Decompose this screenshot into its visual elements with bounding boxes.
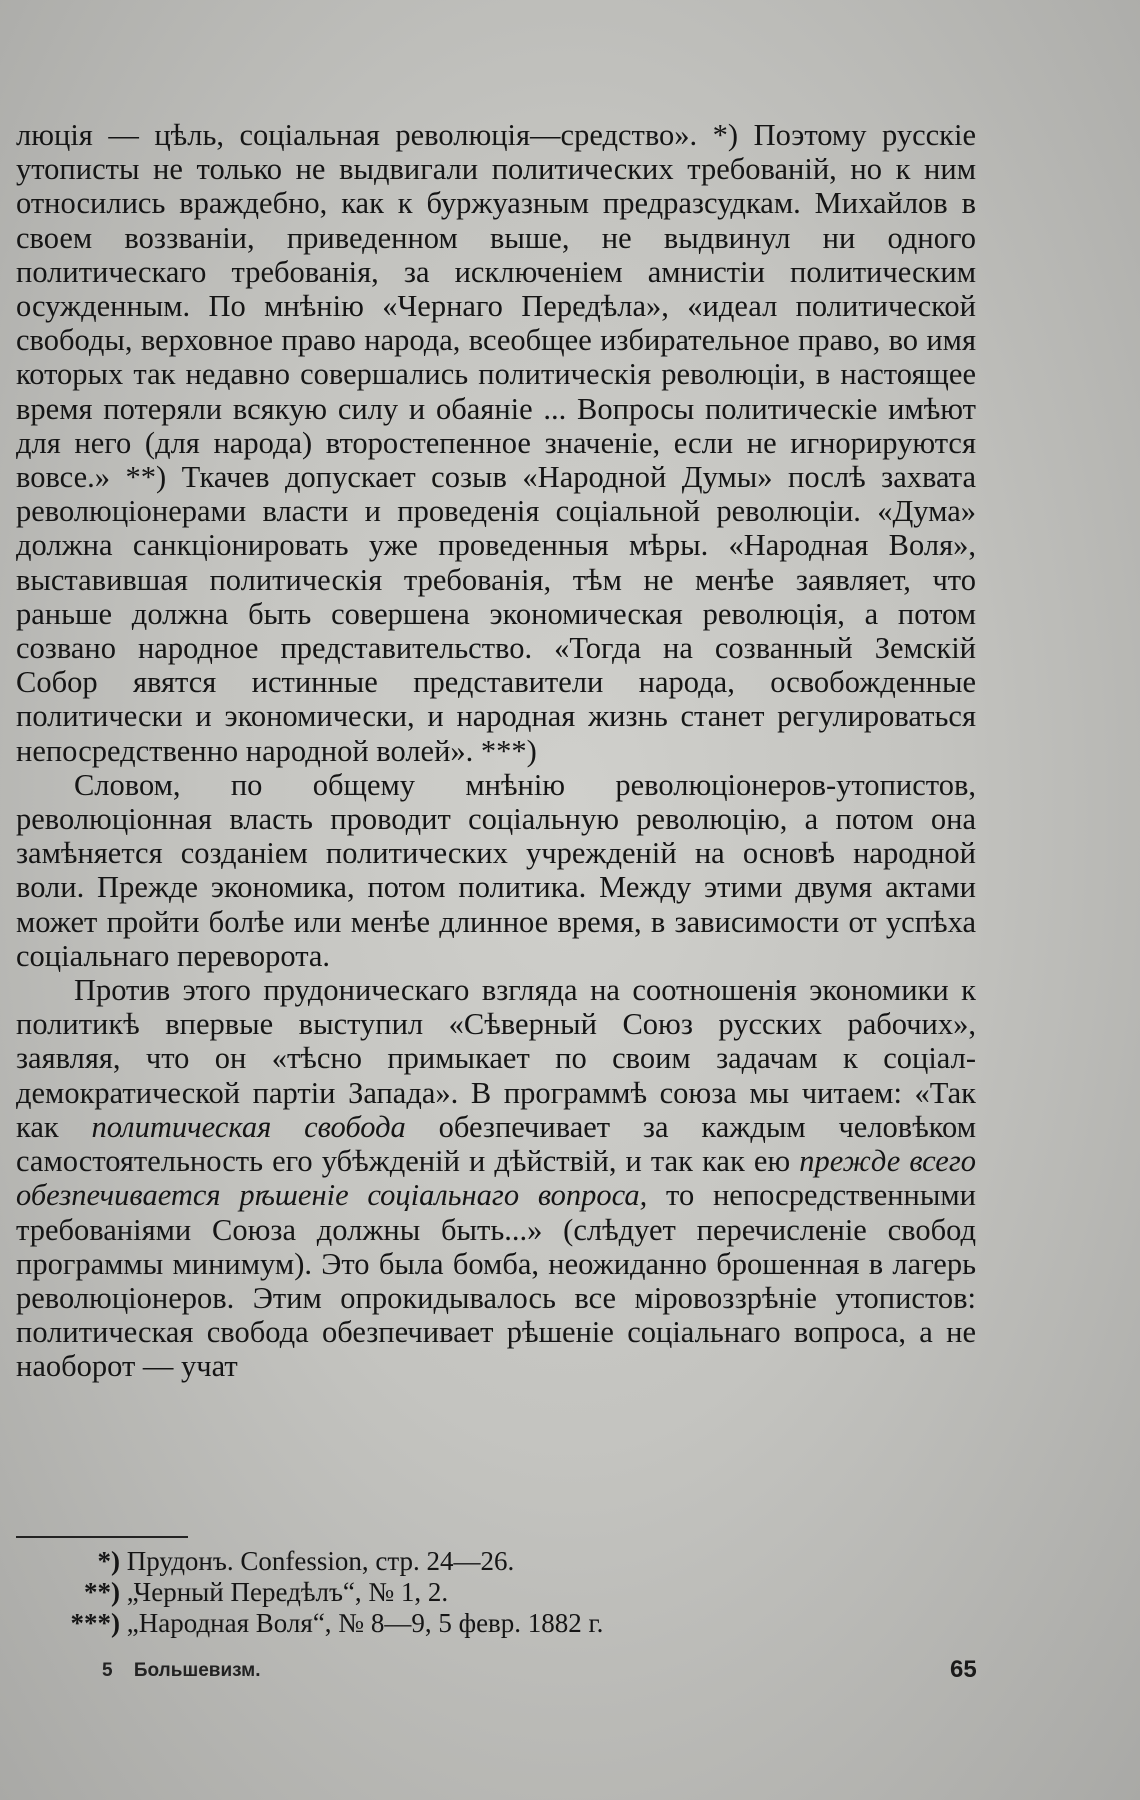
footnote-text: „Черный Передѣлъ“, № 1, 2. [126,1577,449,1607]
paragraph-text: обезпечивает за каждым человѣком самостоятельность его убѣжденій и дѣйствій, и так как ею [16,1109,976,1179]
footnote [60,1577,603,1608]
footnote-divider [16,1536,188,1538]
footnote-mark: **) [84,1577,120,1607]
footnote [60,1546,603,1577]
footnote-mark: ***) [70,1608,120,1638]
book-title: Большевизм. [133,1660,261,1681]
footnotes [60,1546,603,1639]
paragraph [16,973,976,1383]
page-number: 65 [950,1656,977,1683]
italic-text: политическая свобода [91,1109,406,1144]
footnote-mark: *) [97,1546,120,1576]
footnote-text: Прудонъ. Confession, стр. 24—26. [126,1546,515,1576]
paragraph-text: Против этого прудоническаго взгляда на соотношенія экономики к политикѣ впервые выступил «Сѣверный Союз русских рабочих», заявляя, что он «тѣсно примыкает по своим задачам к соціал-демократической партіи Запада». В программѣ союза мы читаем: «Так как [16,973,976,1144]
signature-number: 5 [102,1660,113,1681]
footnote-text: „Народная Воля“, № 8—9, 5 февр. 1882 г. [126,1608,604,1638]
paragraph-text: люція — цѣль, соціальная революція—средство». *) Поэтому русскіе утописты не только не выдвигали политических требованій, но к ним относились враждебно, как к буржуазным предразсудкам. Михайлов в своем воззваніи, приведенном выше, не выдвинул ни одного политическаго требованія, за исключеніем амнистіи политическим осужденным. По мнѣнію «Чернаго Передѣла», «идеал политической свободы, верховное право народа, всеобщее избирательное право, во имя которых так недавно совершались политическія революціи, в настоящее время потеряли всякую силу и обаяніе ... Вопросы политическіе имѣют для него (для народа) второстепенное значеніе, если не игнорируются вовсе.» **) Ткачев допускает созыв «Народной Думы» послѣ захвата революціонерами власти и проведенія соціальной революціи. «Дума» должна санкціонировать уже проведенныя мѣры. «Народная Воля», выставившая политическія требованія, тѣм не менѣе заявляет, что раньше должна быть совершена экономическая революція, а потом созвано народное представительство. «Тогда на созванный Земскій Собор явятся истинные представители народа, освобожденные политически и экономически, и народная жизнь станет регулироваться непосредственно народной волей». ***) [16,118,976,768]
page-footer-signature [102,1660,260,1682]
footnote [60,1608,603,1639]
italic-text: прежде всего обезпечивается рѣшеніе соціальнаго вопроса, [16,1144,976,1213]
paragraph [16,118,976,768]
main-text [16,118,976,1384]
paragraph [16,768,976,973]
paragraph-text: Словом, по общему мнѣнію революціонеров-утопистов, революціонная власть проводит соціальную революцію, а потом она замѣняется созданіем политических учрежденій на основѣ народной воли. Прежде экономика, потом политика. Между этими двумя актами может пройти болѣе или менѣе длинное время, в зависимости от успѣха соціальнаго переворота. [16,767,976,973]
paragraph-text: то непосредственными требованіями Союза должны быть...» (слѣдует перечисленіе свобод программы минимум). Это была бомба, неожиданно брошенная в лагерь революціонеров. Этим опрокидывалось все міровоззрѣніе утопистов: политическая свобода обезпечивает рѣшеніе соціальнаго вопроса, а не наоборот — учат [16,1178,976,1384]
